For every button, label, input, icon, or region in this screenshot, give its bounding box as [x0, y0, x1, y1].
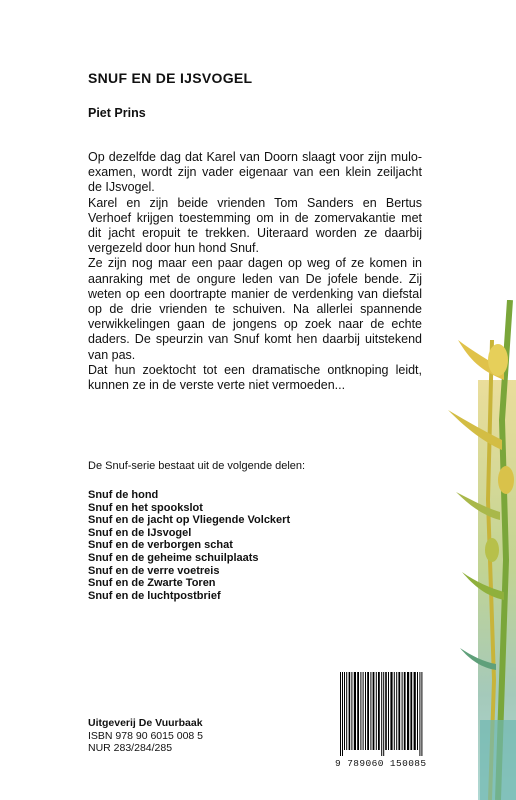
- barcode-bar: [357, 672, 359, 750]
- barcode-bar: [419, 672, 420, 756]
- series-item: Snuf en de verre voetreis: [88, 564, 220, 577]
- blurb-paragraph: Op dezelfde dag dat Karel van Doorn slaagt voor zijn mulo-examen, wordt zijn vader eigenaar van een klein zeiljacht de IJsvogel.: [88, 150, 422, 195]
- barcode-bar: [417, 672, 418, 750]
- series-intro: De Snuf-serie bestaat uit de volgende delen:: [88, 460, 306, 472]
- series-item: Snuf en het spookslot: [88, 501, 203, 514]
- series-item: Snuf en de verborgen schat: [88, 539, 233, 552]
- barcode-icon: [338, 672, 430, 764]
- barcode-bar: [360, 672, 361, 750]
- barcode-bar: [351, 672, 352, 750]
- nur-code: NUR 283/284/285: [88, 742, 173, 755]
- barcode-bar: [385, 672, 387, 750]
- barcode-bar: [394, 672, 395, 750]
- series-item: Snuf en de luchtpostbrief: [88, 589, 221, 602]
- book-author: Piet Prins: [88, 106, 146, 120]
- barcode-bar: [414, 672, 416, 750]
- series-item: Snuf en de jacht op Vliegende Volckert: [88, 514, 291, 527]
- reed-plant-illustration: [440, 300, 516, 800]
- blurb-paragraph: Dat hun zoektocht tot een dramatische ontknoping leidt, kunnen ze in de verste verte niet vermoeden...: [88, 362, 422, 393]
- barcode-bar: [402, 672, 403, 750]
- barcode-bar: [344, 672, 345, 750]
- blurb-paragraph: Ze zijn nog maar een paar dagen op weg of ze komen in aanraking met de ongure leden van De jofele bende. Zij weten op een doortrapte manier de verdenking van diefstal op de drie vrienden te schuiven. Na allerlei spannende verwikkelingen gaan de jongens op zoek naar de echte daders. De speurzin van Snuf komt hen daarbij uitstekend van pas.: [88, 256, 422, 362]
- barcode-bar: [390, 672, 392, 750]
- publisher-block: [88, 717, 203, 755]
- barcode-bar: [376, 672, 377, 750]
- barcode-bar: [346, 672, 347, 750]
- series-list: [88, 489, 290, 602]
- barcode-bar: [354, 672, 356, 750]
- barcode-bar: [340, 672, 341, 756]
- barcode-bar: [410, 672, 412, 750]
- back-cover-blurb: [88, 150, 422, 393]
- barcode-bar: [365, 672, 366, 750]
- blurb-paragraph: Karel en zijn beide vrienden Tom Sanders en Bertus Verhoef krijgen toestemming om in de zomervakantie met dit jacht eropuit te trekken. Uiteraard worden ze daarbij vergezeld door hun hond Snuf.: [88, 195, 422, 256]
- barcode-bar: [342, 672, 343, 756]
- series-item: Snuf en de Zwarte Toren: [88, 577, 216, 590]
- barcode-bar: [381, 672, 382, 756]
- barcode-bar: [373, 672, 375, 750]
- barcode-bar: [398, 672, 400, 750]
- barcode-bar: [370, 672, 371, 750]
- barcode-bar: [421, 672, 422, 756]
- series-item: Snuf en de geheime schuilplaats: [88, 551, 259, 564]
- publisher-name: Uitgeverij De Vuurbaak: [88, 717, 203, 729]
- barcode-bar: [383, 672, 384, 756]
- barcode-bar: [396, 672, 397, 750]
- barcode-bar: [388, 672, 389, 750]
- barcode-digits: 9 789060 150085: [335, 758, 427, 769]
- series-item: Snuf en de IJsvogel: [88, 526, 192, 539]
- series-item: Snuf de hond: [88, 489, 159, 501]
- barcode-bar: [378, 672, 380, 750]
- isbn: ISBN 978 90 6015 008 5: [88, 729, 204, 742]
- barcode-bar: [363, 672, 364, 750]
- barcode-bar: [367, 672, 369, 750]
- barcode-bar: [349, 672, 351, 750]
- barcode-bar: [407, 672, 409, 750]
- barcode-bar: [404, 672, 406, 750]
- book-title: SNUF EN DE IJSVOGEL: [88, 70, 253, 86]
